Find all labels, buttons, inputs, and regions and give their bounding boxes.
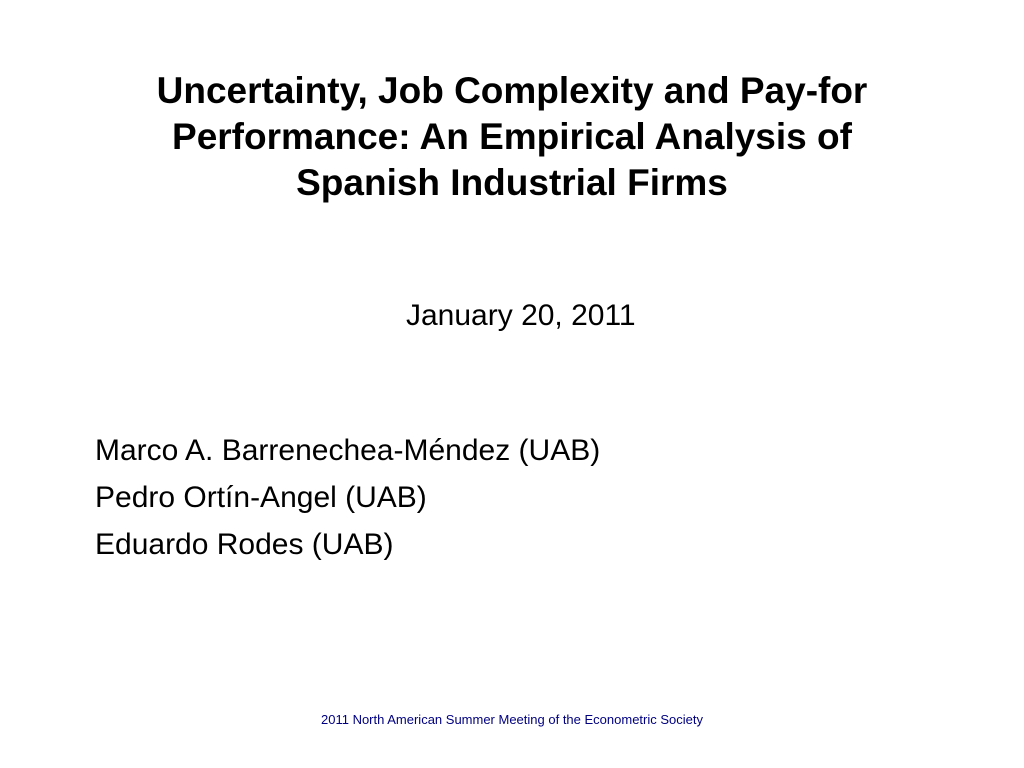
title-line: Performance: An Empirical Analysis of	[172, 116, 852, 157]
title-line: Spanish Industrial Firms	[296, 162, 728, 203]
slide-footer: 2011 North American Summer Meeting of the Econometric Society	[321, 712, 703, 727]
slide-title	[100, 68, 924, 206]
author-item: Pedro Ortín-Angel (UAB)	[95, 481, 427, 514]
title-line: Uncertainty, Job Complexity and Pay-for	[156, 70, 868, 111]
presentation-date: January 20, 2011	[406, 299, 636, 332]
author-item: Marco A. Barrenechea-Méndez (UAB)	[95, 434, 601, 467]
author-list	[95, 427, 600, 568]
author-item: Eduardo Rodes (UAB)	[95, 528, 394, 561]
